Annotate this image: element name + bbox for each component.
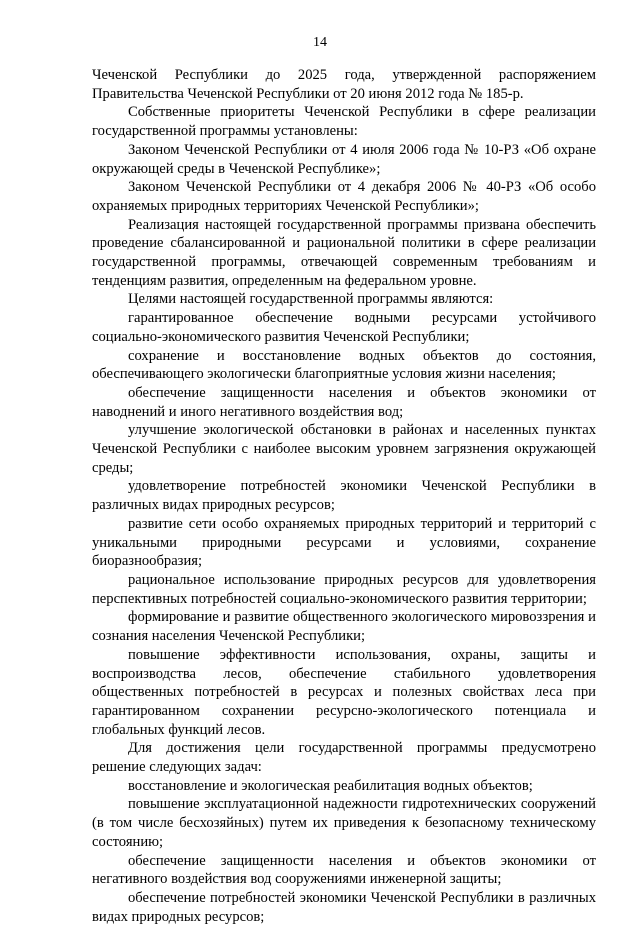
paragraph: Целями настоящей государственной программы являются: bbox=[128, 291, 494, 308]
paragraph: гарантированное обеспечение водными ресурсами устойчивого социально-экономического развития Чеченской Республики; bbox=[92, 310, 596, 345]
paragraph: улучшение экологической обстановки в районах и населенных пунктах Чеченской Республики с наиболее высоким уровнем загрязнения окружающей среды; bbox=[92, 422, 596, 476]
paragraph: рациональное использование природных ресурсов для удовлетворения перспективных потребностей социально-экономического развития территории; bbox=[92, 571, 596, 607]
document-body bbox=[92, 66, 596, 926]
paragraph: Реализация настоящей государственной программы призвана обеспечить проведение сбалансированной и рациональной политики в сфере реализации государственной программы, отвечающей современным требованиям и тенденциям развития, определенным на федеральном уровне. bbox=[92, 216, 596, 289]
paragraph: Законом Чеченской Республики от 4 июля 2006 года № 10-РЗ «Об охране окружающей среды в Чеченской Республике»; bbox=[92, 141, 596, 177]
paragraph: Законом Чеченской Республики от 4 декабря 2006 № 40-РЗ «Об особо охраняемых природных территориях Чеченской Республики»; bbox=[92, 179, 596, 214]
paragraph: обеспечение защищенности населения и объектов экономики от негативного воздействия вод сооружениями инженерной защиты; bbox=[92, 852, 596, 888]
paragraph: повышение эффективности использования, охраны, защиты и воспроизводства лесов, обеспечение стабильного удовлетворения общественных потребностей в ресурсах и полезных свойствах леса при гарантированном сохранении ресурсно-экологического потенциала и глобальных функций лесов. bbox=[92, 646, 596, 738]
paragraph: Для достижения цели государственной программы предусмотрено решение следующих задач: bbox=[92, 740, 596, 776]
paragraph: сохранение и восстановление водных объектов до состояния, обеспечивающего экологически благоприятные условия жизни населения; bbox=[92, 347, 596, 383]
paragraph: развитие сети особо охраняемых природных территорий и территорий с уникальными природными ресурсами и условиями, сохранение биоразнообразия; bbox=[92, 515, 596, 570]
paragraph: формирование и развитие общественного экологического мировоззрения и сознания населения Чеченской Республики; bbox=[92, 609, 596, 645]
paragraph: повышение эксплуатационной надежности гидротехнических сооружений (в том числе бесхозяйных) путем их приведения к безопасному техническому состоянию; bbox=[92, 796, 596, 850]
page-number: 14 bbox=[313, 35, 327, 50]
paragraph: Чеченской Республики до 2025 года, утвержденной распоряжением Правительства Чеченской Республики от 20 июня 2012 года № 185-р. bbox=[92, 67, 596, 102]
paragraph: обеспечение потребностей экономики Чеченской Республики в различных видах природных ресурсов; bbox=[92, 889, 596, 925]
paragraph: восстановление и экологическая реабилитация водных объектов; bbox=[128, 777, 533, 794]
paragraph: удовлетворение потребностей экономики Чеченской Республики в различных видах природных ресурсов; bbox=[92, 478, 596, 514]
paragraph: обеспечение защищенности населения и объектов экономики от наводнений и иного негативного воздействия вод; bbox=[92, 384, 596, 420]
paragraph: Собственные приоритеты Чеченской Республики в сфере реализации государственной программы установлены: bbox=[92, 104, 596, 140]
